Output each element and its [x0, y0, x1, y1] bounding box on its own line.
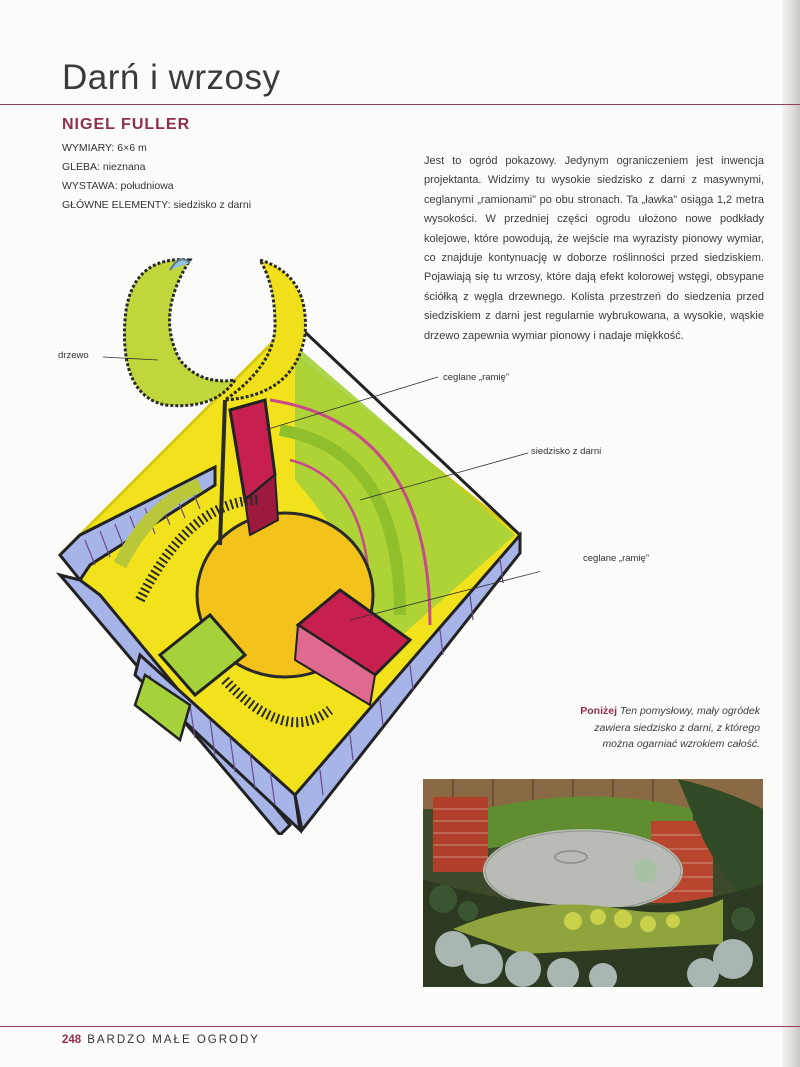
tree-illustration [125, 260, 236, 406]
header-rule [0, 104, 800, 105]
page-number: 248 [62, 1034, 82, 1046]
section-title: BARDZO MAŁE OGRODY [87, 1034, 260, 1046]
photo-caption [560, 703, 760, 753]
label-brick-arm-1: ceglane „ramię” [443, 372, 509, 383]
page-title: Darń i wrzosy [62, 58, 281, 97]
garden-photo [423, 779, 763, 987]
article-body: Jest to ogród pokazowy. Jedynym ograniczeniem jest inwencja projektanta. Widzimy tu wysokie siedzisko z darni z masywnymi, ceglanymi „ramionami” po obu stronach. Ta „ławka” osiąga 1,2 metra wysokości. W przedniej części ogrodu ułożono nowe podkłady kolejowe, które powodują, że wejście ma wyrazisty pionowy wymiar, co znajduje kontynuację w doborze roślinności przed siedziskiem. Pojawiają się tu wrzosy, które dają efekt kolorowej wstęgi, obsypane ściółką z węgla drzewnego. Kolista przestrzeń do siedzenia przed siedziskiem z darni jest regularnie wybrukowana, a wysokie, wąskie drzewo zapewnia wymiar pionowy i nadaje miękkość. [424, 155, 764, 342]
spec-exposure: WYSTAWA: południowa [62, 180, 174, 192]
label-brick-arm-2: ceglane „ramię” [583, 553, 649, 564]
page-footer [62, 1034, 260, 1046]
spec-soil: GLEBA: nieznana [62, 161, 146, 173]
designer-name: NIGEL FULLER [62, 116, 191, 133]
spec-dimensions: WYMIARY: 6×6 m [62, 142, 147, 154]
garden-plan-sketch [40, 235, 540, 835]
caption-lead: Poniżej [580, 705, 617, 717]
label-tree: drzewo [58, 350, 89, 361]
caption-text: Ten pomysłowy, mały ogródek zawiera siedzisko z darni, z którego można ogarniać wzrokiem całość. [594, 705, 760, 750]
label-turf-seat: siedzisko z darni [531, 446, 602, 457]
footer-rule [0, 1026, 800, 1027]
spec-main-elements: GŁÓWNE ELEMENTY: siedzisko z darni [62, 199, 252, 211]
page-gutter-shadow [782, 0, 800, 1067]
garden-specs [62, 139, 251, 215]
